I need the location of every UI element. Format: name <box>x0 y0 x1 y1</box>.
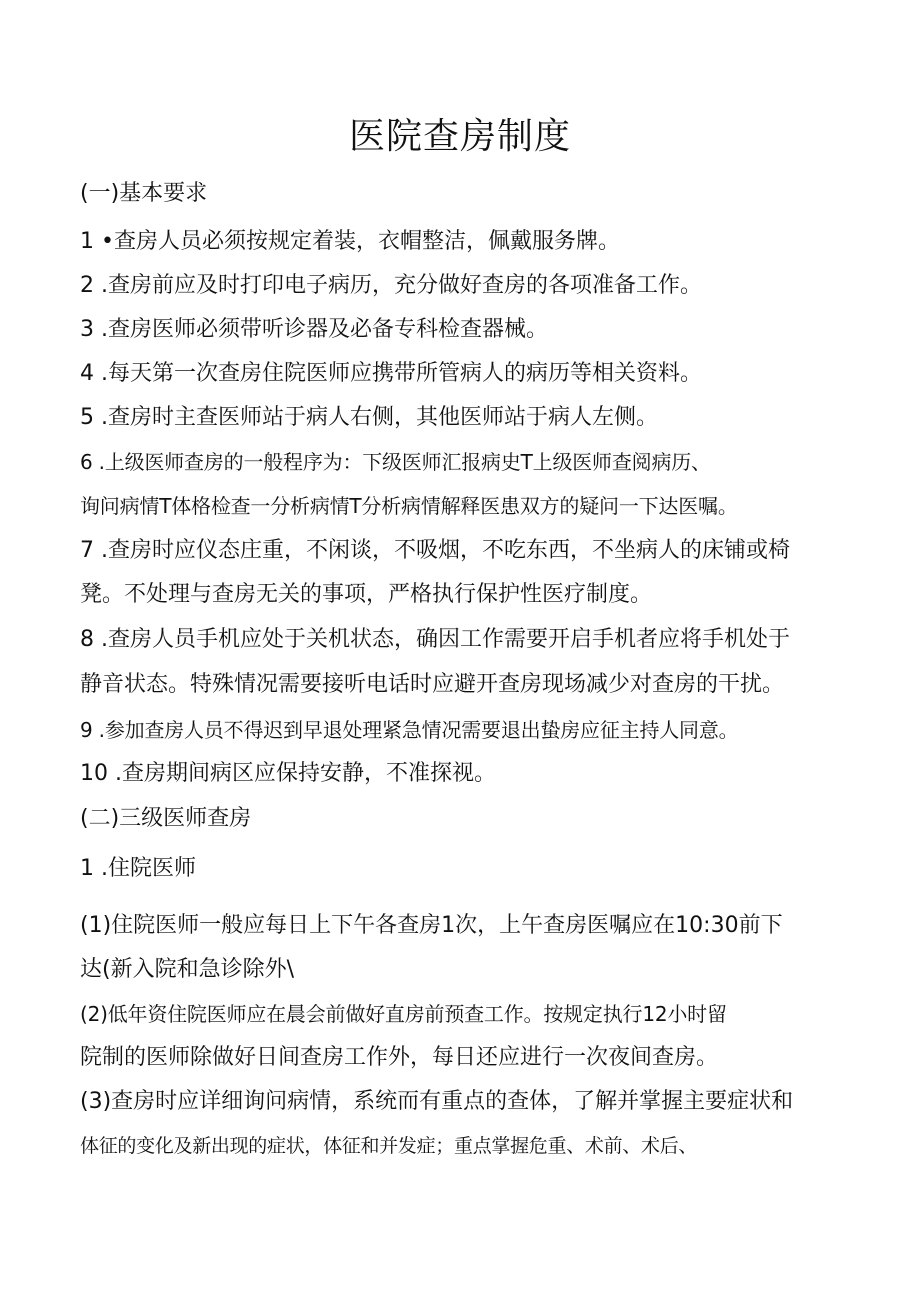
paragraph-line: 静音状态。特殊情况需要接听电话时应避开查房现场减少对查房的干扰。 <box>80 672 785 697</box>
section-heading-basic-requirements: (一)基本要求 <box>80 181 208 206</box>
subsection-heading-resident: 1 .住院医师 <box>80 856 196 881</box>
paragraph-line: 体征的变化及新出现的症状，体征和并发症；重点掌握危重、术前、术后、 <box>80 1135 698 1157</box>
paragraph-line: 5 .查房时主查医师站于病人右侧，其他医师站于病人左侧。 <box>80 405 658 430</box>
paragraph-line: 7 .查房时应仪态庄重，不闲谈，不吸烟，不吃东西，不坐病人的床铺或椅 <box>80 538 790 563</box>
paragraph-line: 8 .查房人员手机应处于关机状态，确因工作需要开启手机者应将手机处于 <box>80 627 790 652</box>
paragraph-line: 10 .查房期间病区应保持安静，不准探视。 <box>80 761 496 786</box>
paragraph-line: 4 .每天第一次查房住院医师应携带所管病人的病历等相关资料。 <box>80 361 702 386</box>
paragraph-line: 院制的医师除做好日间查房工作外，每日还应进行一次夜间查房。 <box>80 1045 719 1070</box>
paragraph-line: (2)低年资住院医师应在晨会前做好直房前预查工作。按规定执行12小时留 <box>80 1002 727 1026</box>
document-title: 医院查房制度 <box>348 116 571 157</box>
paragraph-line: (1)住院医师一般应每日上下午各查房1次，上午查房医嘱应在10:30前下 <box>80 913 783 938</box>
paragraph-line: 凳。不处理与查房无关的事项，严格执行保护性医疗制度。 <box>80 582 653 607</box>
paragraph-line: 达(新入院和急诊除外\ <box>80 957 294 982</box>
paragraph-line: 3 .查房医师必须带听诊器及必备专科检查器械。 <box>80 317 548 342</box>
paragraph-line: (3)查房时应详细询问病情，系统而有重点的查体，了解并掌握主要症状和 <box>80 1089 794 1114</box>
paragraph-line: 询问病情T体格检查一分析病情T分析病情解释医患双方的疑问一下达医嘱。 <box>80 494 738 518</box>
paragraph-line: 1 •查房人员必须按规定着装，衣帽整洁，佩戴服务牌。 <box>80 229 620 254</box>
paragraph-line: 9 .参加查房人员不得迟到早退处理紧急情况需要退出蛰房应征主持人同意。 <box>80 718 739 742</box>
section-heading-three-level-rounds: (二)三级医师查房 <box>80 806 252 831</box>
paragraph-line: 2 .查房前应及时打印电子病历，充分做好查房的各项准备工作。 <box>80 273 702 298</box>
paragraph-line: 6 .上级医师查房的一般程序为：下级医师汇报病史T上级医师查阅病历、 <box>80 450 711 474</box>
